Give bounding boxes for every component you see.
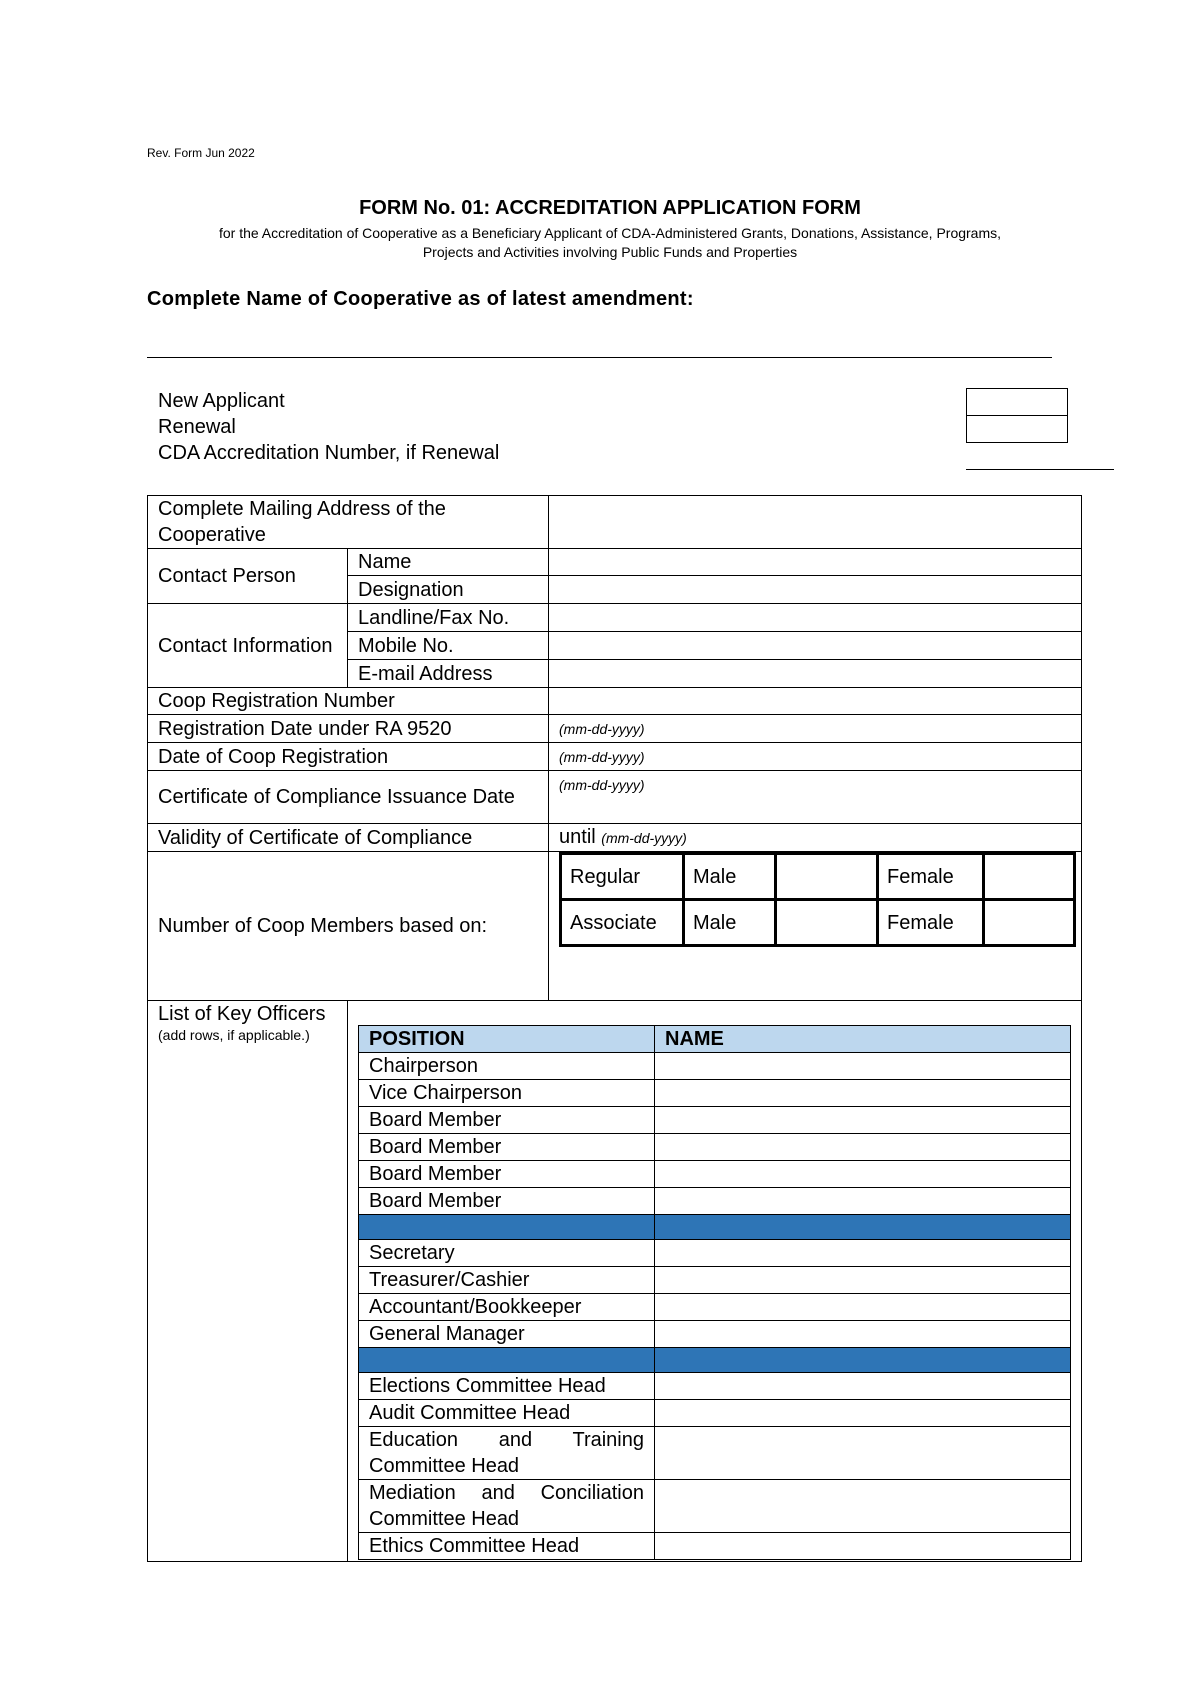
separator-cell <box>359 1348 655 1373</box>
reg-number-label: Coop Registration Number <box>148 688 549 715</box>
date-format-hint: (mm-dd-yyyy) <box>601 830 687 846</box>
section-separator-row <box>359 1348 1071 1373</box>
name-label: Name <box>348 549 549 576</box>
members-label: Number of Coop Members based on: <box>148 852 549 1001</box>
name-header: NAME <box>655 1026 1071 1053</box>
reg-date-ra-label: Registration Date under RA 9520 <box>148 715 549 743</box>
officer-name-field[interactable] <box>655 1294 1071 1321</box>
officer-position: General Manager <box>359 1321 655 1348</box>
officer-name-field[interactable] <box>655 1240 1071 1267</box>
officer-row <box>359 1134 1071 1161</box>
date-coop-reg-label: Date of Coop Registration <box>148 743 549 771</box>
members-cell <box>549 852 1082 1001</box>
officer-row <box>359 1267 1071 1294</box>
new-applicant-checkbox[interactable] <box>966 388 1068 416</box>
officer-row <box>359 1240 1071 1267</box>
associate-male-label: Male <box>684 900 776 946</box>
coc-issuance-field[interactable] <box>549 771 1082 824</box>
officer-name-field[interactable] <box>655 1161 1071 1188</box>
subtitle-line-1: for the Accreditation of Cooperative as a Beneficiary Applicant of CDA-Administered Grants, Donations, Assistance, Programs, <box>218 225 1002 241</box>
associate-label: Associate <box>561 900 684 946</box>
officer-row <box>359 1533 1071 1560</box>
subtitle-line-2: Projects and Activities involving Public Funds and Properties <box>422 244 798 260</box>
officer-position: Chairperson <box>359 1053 655 1080</box>
mobile-field[interactable] <box>549 632 1082 660</box>
members-table <box>559 852 1076 947</box>
name-field[interactable] <box>549 549 1082 576</box>
officer-row <box>359 1080 1071 1107</box>
separator-cell <box>655 1215 1071 1240</box>
accreditation-number-line[interactable] <box>966 469 1114 470</box>
officer-name-field[interactable] <box>655 1080 1071 1107</box>
associate-female-label: Female <box>878 900 984 946</box>
officer-row <box>359 1161 1071 1188</box>
officer-position: Secretary <box>359 1240 655 1267</box>
officer-name-field[interactable] <box>655 1321 1071 1348</box>
officer-name-field[interactable] <box>655 1533 1071 1560</box>
officer-row <box>359 1373 1071 1400</box>
associate-male-field[interactable] <box>776 900 878 946</box>
officers-cell <box>348 1001 1082 1562</box>
reg-number-field[interactable] <box>549 688 1082 715</box>
officer-name-field[interactable] <box>655 1107 1071 1134</box>
mailing-address-field[interactable] <box>549 496 1082 549</box>
mailing-address-label: Complete Mailing Address of the Cooperative <box>148 496 549 549</box>
regular-female-label: Female <box>878 854 984 900</box>
officer-name-field[interactable] <box>655 1480 1071 1533</box>
contact-person-label: Contact Person <box>148 549 348 604</box>
date-format-hint: (mm-dd-yyyy) <box>559 721 645 737</box>
officer-position: Audit Committee Head <box>359 1400 655 1427</box>
coop-name-line[interactable] <box>147 357 1052 358</box>
renewal-label: Renewal <box>158 416 236 438</box>
officer-name-field[interactable] <box>655 1267 1071 1294</box>
designation-label: Designation <box>348 576 549 604</box>
coc-validity-field[interactable] <box>549 824 1082 852</box>
officer-name-field[interactable] <box>655 1427 1071 1480</box>
new-applicant-label: New Applicant <box>158 390 285 412</box>
officer-name-field[interactable] <box>655 1400 1071 1427</box>
officer-row <box>359 1480 1071 1533</box>
officer-name-field[interactable] <box>655 1373 1071 1400</box>
officer-name-field[interactable] <box>655 1134 1071 1161</box>
officer-position: Ethics Committee Head <box>359 1533 655 1560</box>
form-title: FORM No. 01: ACCREDITATION APPLICATION FORM <box>359 197 861 219</box>
accreditation-number-label: CDA Accreditation Number, if Renewal <box>158 442 500 464</box>
email-field[interactable] <box>549 660 1082 688</box>
regular-male-field[interactable] <box>776 854 878 900</box>
officer-position: Accountant/Bookkeeper <box>359 1294 655 1321</box>
landline-label: Landline/Fax No. <box>348 604 549 632</box>
officer-row <box>359 1294 1071 1321</box>
add-rows-note: (add rows, if applicable.) <box>158 1027 310 1043</box>
associate-female-field[interactable] <box>984 900 1075 946</box>
officer-position: Elections Committee Head <box>359 1373 655 1400</box>
officer-position: Treasurer/Cashier <box>359 1267 655 1294</box>
officer-row <box>359 1053 1071 1080</box>
key-officers-label: List of Key Officers <box>158 1003 326 1025</box>
officer-position: Vice Chairperson <box>359 1080 655 1107</box>
officers-header-row <box>359 1026 1071 1053</box>
regular-male-label: Male <box>684 854 776 900</box>
coc-issuance-label: Certificate of Compliance Issuance Date <box>148 771 549 824</box>
until-label: until <box>559 826 596 848</box>
reg-date-ra-field[interactable] <box>549 715 1082 743</box>
officer-name-field[interactable] <box>655 1053 1071 1080</box>
section-separator-row <box>359 1215 1071 1240</box>
email-label: E-mail Address <box>348 660 549 688</box>
form-subtitle <box>147 224 1073 262</box>
officer-row <box>359 1427 1071 1480</box>
officer-position: Board Member <box>359 1188 655 1215</box>
regular-female-field[interactable] <box>984 854 1075 900</box>
officer-position: Mediation and Conciliation Committee Head <box>359 1480 655 1533</box>
officer-row <box>359 1107 1071 1134</box>
mobile-label: Mobile No. <box>348 632 549 660</box>
officer-row <box>359 1321 1071 1348</box>
officer-position: Board Member <box>359 1134 655 1161</box>
officer-position: Board Member <box>359 1161 655 1188</box>
position-header: POSITION <box>359 1026 655 1053</box>
separator-cell <box>655 1348 1071 1373</box>
key-officers-cell <box>148 1001 348 1562</box>
coc-validity-label: Validity of Certificate of Compliance <box>148 824 549 852</box>
contact-information-label: Contact Information <box>148 604 348 688</box>
officer-position: Board Member <box>359 1107 655 1134</box>
revision-note: Rev. Form Jun 2022 <box>147 146 255 160</box>
renewal-checkbox[interactable] <box>966 415 1068 443</box>
officer-name-field[interactable] <box>655 1188 1071 1215</box>
regular-label: Regular <box>561 854 684 900</box>
date-format-hint: (mm-dd-yyyy) <box>559 749 645 765</box>
date-coop-reg-field[interactable] <box>549 743 1082 771</box>
officer-row <box>359 1188 1071 1215</box>
designation-field[interactable] <box>549 576 1082 604</box>
landline-field[interactable] <box>549 604 1082 632</box>
separator-cell <box>359 1215 655 1240</box>
officer-row <box>359 1400 1071 1427</box>
officers-table <box>358 1025 1071 1560</box>
coop-name-label: Complete Name of Cooperative as of latest amendment: <box>147 288 694 310</box>
application-table <box>147 495 1082 1562</box>
officer-position: Education and Training Committee Head <box>359 1427 655 1480</box>
date-format-hint: (mm-dd-yyyy) <box>559 777 645 793</box>
